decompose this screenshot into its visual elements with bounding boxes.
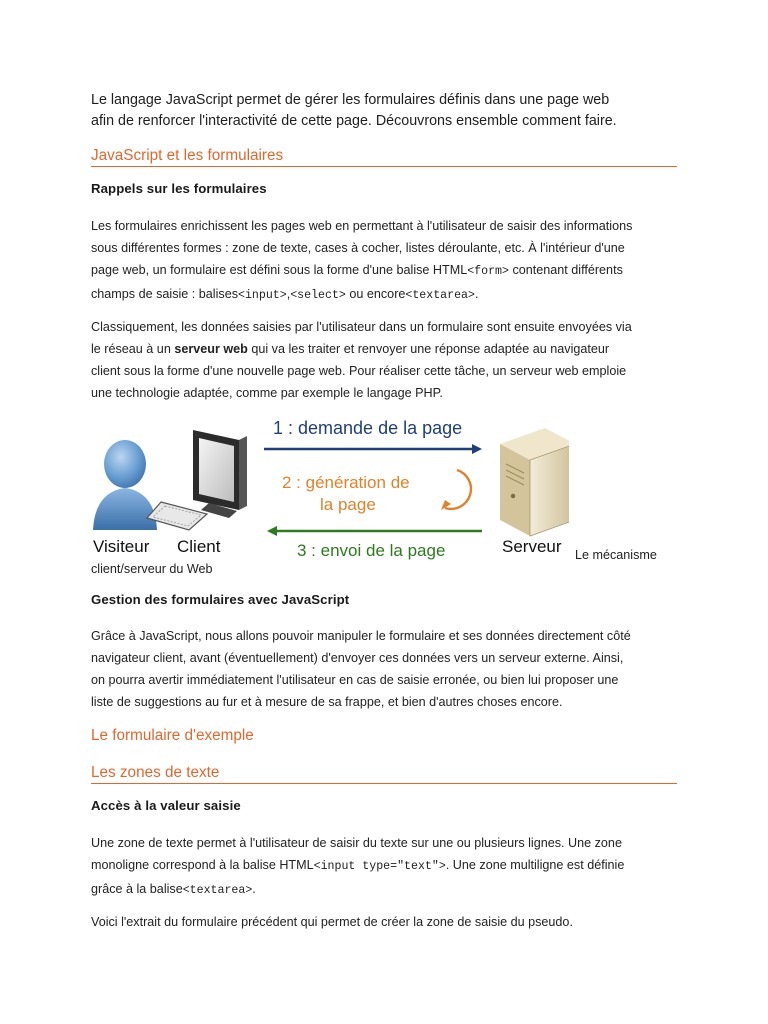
client-label: Client: [177, 537, 221, 556]
text-run: .: [474, 287, 479, 301]
code-select-tag: <select>: [290, 289, 346, 302]
para-line: [91, 338, 681, 360]
client-server-diagram: [89, 418, 569, 566]
para-line: sous différentes formes : zone de texte, cases à cocher, listes déroulante, etc. À l'intérieur d'une: [91, 241, 625, 255]
para-line: Une zone de texte permet à l'utilisateur de saisir du texte sur une ou plusieurs lignes. Une zone: [91, 836, 622, 850]
para-line: Les formulaires enrichissent les pages web en permettant à l'utilisateur de saisir des informations: [91, 219, 633, 233]
intro-paragraph: [91, 90, 681, 132]
text-run: champs de saisie : balises: [91, 287, 238, 301]
para-line: [91, 259, 681, 283]
para-line: navigateur client, avant (éventuellement) d'envoyer ces données vers un serveur externe. Ainsi,: [91, 651, 624, 665]
figure-caption-part2: client/serveur du Web: [91, 562, 213, 576]
code-form-tag: <form>: [467, 265, 509, 278]
text-run: page web, un formulaire est défini sous la forme d'une balise HTML: [91, 263, 468, 277]
server-label: Serveur: [502, 537, 562, 556]
bold-serveur-web: serveur web: [174, 342, 248, 356]
para-line: [91, 854, 681, 878]
visitor-icon: [93, 440, 157, 530]
text-run: le réseau à un: [91, 342, 175, 356]
para-line: [91, 878, 681, 902]
processing-cycle-icon: [441, 470, 471, 510]
code-textarea-tag: <textarea>: [405, 289, 475, 302]
text-run: contenant différents: [508, 263, 623, 277]
subheading-rappels: Rappels sur les formulaires: [91, 181, 267, 196]
para-line: liste de suggestions au fur et à mesure de sa frappe, et bien d'autres choses encore.: [91, 695, 563, 709]
text-run: grâce à la balise: [91, 882, 183, 896]
para-line: on pourra avertir immédiatement l'utilisateur en cas de saisie erronée, ou bien lui proposer une: [91, 673, 619, 687]
section-heading-text: Les zones de texte: [91, 764, 220, 781]
text-run: qui va les traiter et renvoyer une réponse adaptée au navigateur: [247, 342, 610, 356]
subheading-gestion: Gestion des formulaires avec JavaScript: [91, 592, 350, 607]
text-run: . Une zone multiligne est définie: [445, 858, 625, 872]
section-heading-zones-texte: [91, 764, 677, 784]
para-line: une technologie adaptée, comme par exemple le langage PHP.: [91, 386, 443, 400]
step-1-label: 1 : demande de la page: [273, 418, 463, 438]
paragraph-zones-texte: [91, 832, 681, 902]
paragraph-extrait-pseudo: Voici l'extrait du formulaire précédent qui permet de créer la zone de saisie du pseudo.: [91, 915, 573, 929]
paragraph-rappels-1: [91, 215, 681, 307]
text-run: monoligne correspond à la balise HTML: [91, 858, 314, 872]
step-2-label-line2: la page: [320, 495, 376, 514]
paragraph-gestion: [91, 625, 681, 713]
intro-line-2: afin de renforcer l'interactivité de cette page. Découvrons ensemble comment faire.: [91, 113, 617, 129]
visitor-label: Visiteur: [93, 537, 150, 556]
text-run: ,: [286, 287, 291, 301]
code-textarea-tag: <textarea>: [182, 884, 253, 897]
code-input-text-tag: <input type="text">: [313, 860, 446, 873]
step-2-label-line1: 2 : génération de: [282, 473, 410, 492]
server-icon: [500, 428, 569, 536]
paragraph-rappels-2: [91, 316, 681, 404]
client-computer-icon: [147, 430, 247, 530]
text-run: .: [252, 882, 256, 896]
figure-caption-part1: Le mécanisme: [575, 548, 657, 562]
subheading-acces-valeur: Accès à la valeur saisie: [91, 798, 241, 813]
section-heading-formulaire-exemple: [91, 727, 677, 745]
step-3-label: 3 : envoi de la page: [297, 541, 446, 560]
section-heading-javascript-formulaires: [91, 147, 677, 167]
request-arrow: [264, 444, 482, 454]
section-heading-text: Le formulaire d'exemple: [91, 727, 254, 744]
para-line: [91, 283, 681, 307]
intro-line-1: Le langage JavaScript permet de gérer les formulaires définis dans une page web: [91, 92, 610, 108]
section-heading-text: JavaScript et les formulaires: [91, 147, 284, 164]
para-line: Classiquement, les données saisies par l'utilisateur dans un formulaire sont ensuite envoyées via: [91, 320, 632, 334]
response-arrow: [267, 526, 482, 536]
code-input-tag: <input>: [238, 289, 287, 302]
para-line: client sous la forme d'une nouvelle page web. Pour réaliser cette tâche, un serveur web emploie: [91, 364, 627, 378]
text-run: ou encore: [345, 287, 406, 301]
para-line: Grâce à JavaScript, nous allons pouvoir manipuler le formulaire et ses données directement côté: [91, 629, 631, 643]
